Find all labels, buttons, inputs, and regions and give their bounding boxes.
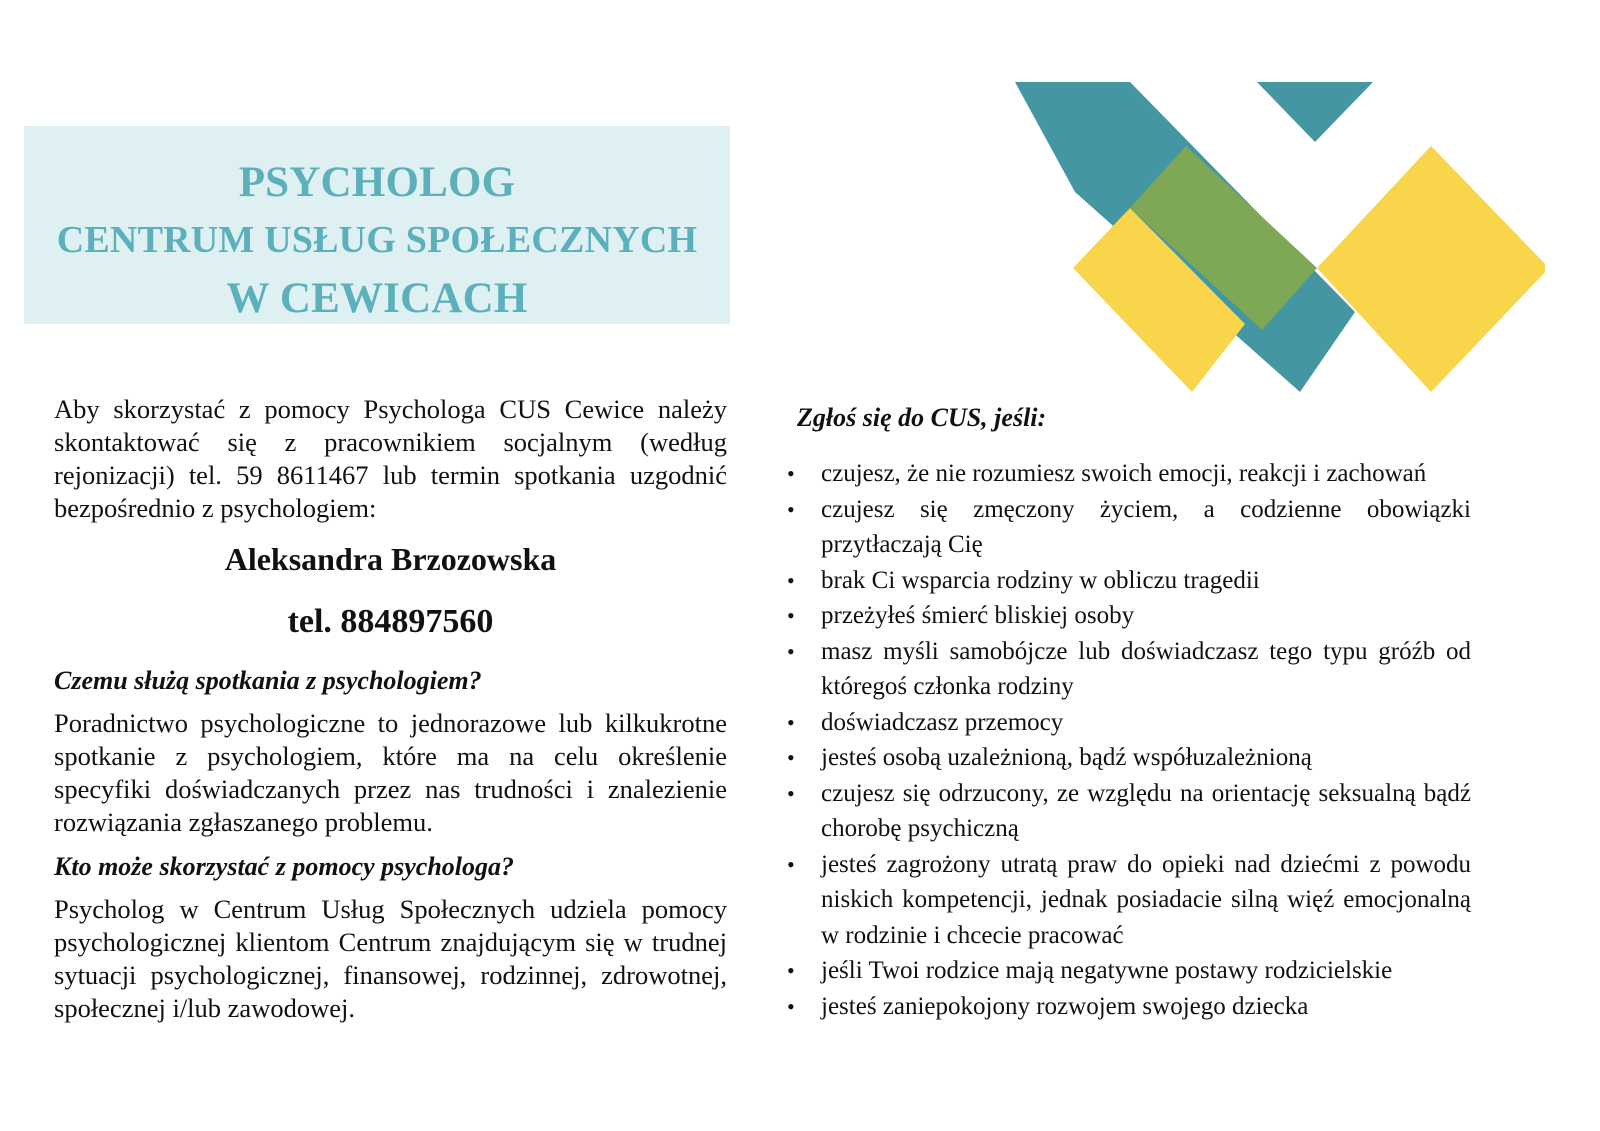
list-item: • jesteś zagrożony utratą praw do opieki nad dziećmi z powodu niskich kompetencji, jednak posiadacie silną więź emocjonalną w rodzinie i chcecie pracować	[785, 847, 1471, 954]
right-column	[785, 402, 1471, 1024]
title-line-2: CENTRUM USŁUG SPOŁECZNYCH	[56, 219, 698, 261]
list-item: • jesteś osobą uzależnioną, bądź współuzależnioną	[785, 740, 1471, 776]
list-item: • przeżyłeś śmierć bliskiej osoby	[785, 598, 1471, 634]
title-line-1: PSYCHOLOG	[238, 159, 516, 206]
list-item: • jesteś zaniepokojony rozwojem swojego dziecka	[785, 989, 1471, 1025]
list-item: • jeśli Twoi rodzice mają negatywne postawy rodzicielskie	[785, 953, 1471, 989]
list-item: • czujesz, że nie rozumiesz swoich emocji, reakcji i zachowań	[785, 456, 1471, 492]
logo-teal-triangle	[1257, 82, 1373, 142]
left-column	[54, 393, 727, 1025]
intro-paragraph: Aby skorzystać z pomocy Psychologa CUS Cewice należy skontaktować się z pracownikiem socjalnym (według rejonizacji) tel. 59 8611467 lub termin spotkania uzgodnić bezpośrednio z psychologiem:	[54, 394, 727, 523]
answer-who: Psycholog w Centrum Usług Społecznych udziela pomocy psychologicznej klientom Centrum znajdującym się w trudnej sytuacji psychologicznej, finansowej, rodzinnej, zdrowotnej, społecznej i/lub zawodowej.	[54, 894, 727, 1023]
psychologist-phone: tel. 884897560	[287, 603, 494, 640]
logo-yellow-right-diamond	[1317, 146, 1545, 392]
list-item: • czujesz się zmęczony życiem, a codzienne obowiązki przytłaczają Cię	[785, 492, 1471, 563]
question-purpose: Czemu służą spotkania z psychologiem?	[54, 666, 482, 695]
list-item: • doświadczasz przemocy	[785, 705, 1471, 741]
question-who: Kto może skorzystać z pomocy psychologa?	[54, 852, 515, 881]
criteria-heading: Zgłoś się do CUS, jeśli:	[797, 403, 1047, 432]
list-item: • masz myśli samobójcze lub doświadczasz tego typu gróźb od któregoś członka rodziny	[785, 634, 1471, 705]
title-line-3: W CEWICACH	[226, 275, 528, 322]
list-item: • czujesz się odrzucony, ze względu na orientację seksualną bądź chorobę psychiczną	[785, 776, 1471, 847]
answer-purpose: Poradnictwo psychologiczne to jednorazowe lub kilkukrotne spotkanie z psychologiem, które ma na celu określenie specyfiki doświadczanych przez nas trudności i znalezienie rozwiązania zgłaszanego problemu.	[54, 708, 727, 837]
logo-graphic	[1015, 82, 1545, 392]
criteria-list	[785, 456, 1471, 1024]
title-box	[24, 126, 730, 324]
psychologist-name: Aleksandra Brzozowska	[224, 541, 557, 577]
list-item: • brak Ci wsparcia rodziny w obliczu tragedii	[785, 563, 1471, 599]
